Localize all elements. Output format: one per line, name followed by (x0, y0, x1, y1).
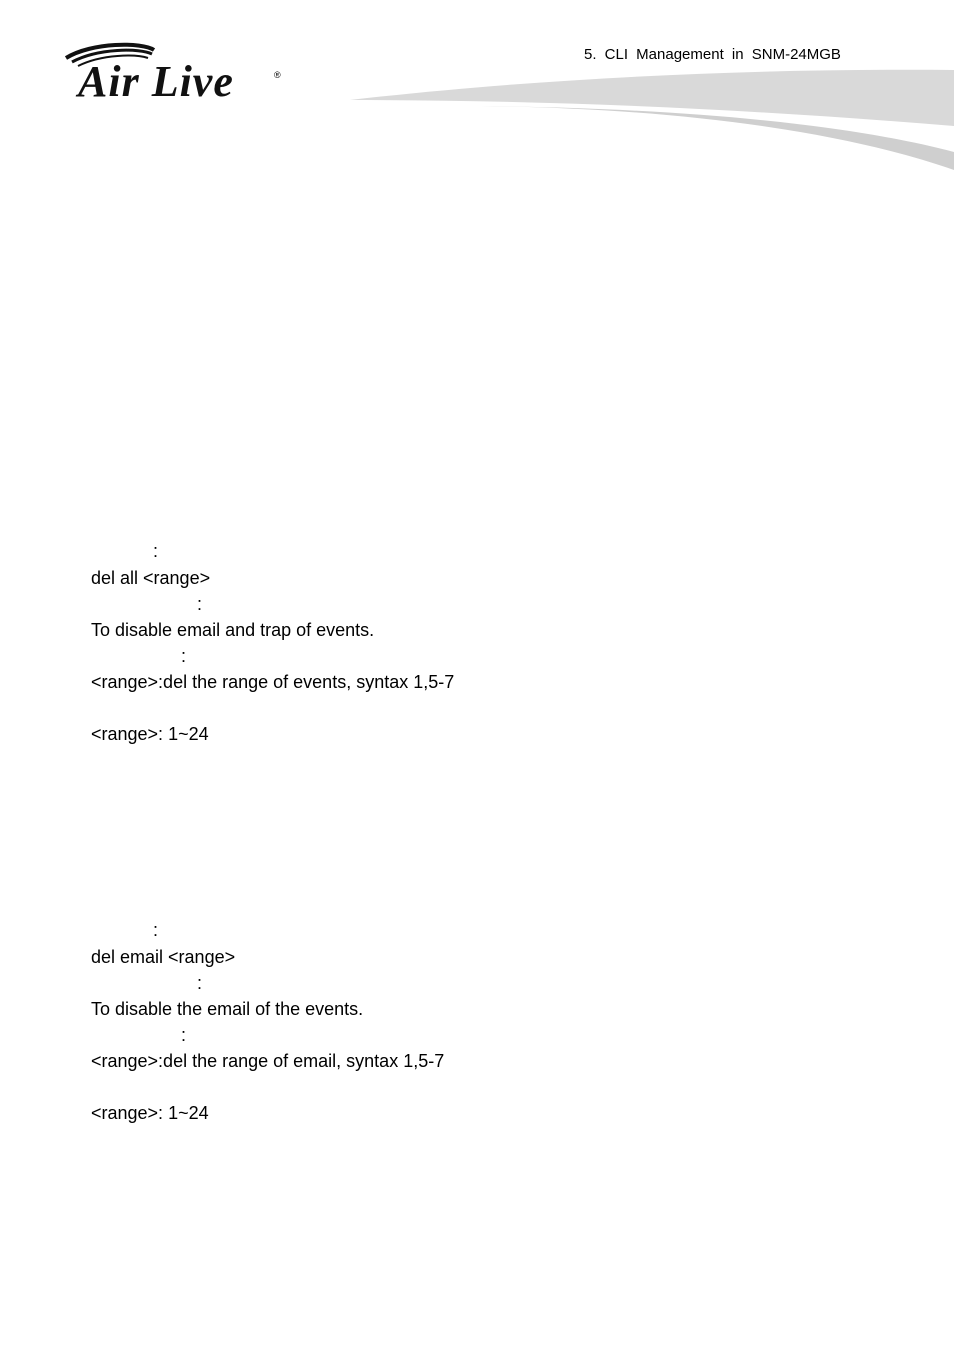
argument-label-colon: : (181, 1025, 187, 1045)
chapter-title: 5. CLI Management in SNM-24MGB (584, 46, 841, 63)
airlive-logo: Air Live (78, 57, 234, 106)
syntax-label-colon: : (153, 541, 159, 561)
possible-values: <range>: 1~24 (91, 724, 209, 744)
syntax-label-colon: : (153, 920, 159, 940)
command-description: To disable email and trap of events. (91, 620, 375, 640)
command-description: To disable the email of the events. (91, 999, 364, 1019)
argument-label-colon: : (181, 646, 187, 666)
command-argument: <range>:del the range of email, syntax 1,5-7 (91, 1051, 445, 1071)
header-swoosh-decoration (340, 60, 954, 180)
registered-mark: ® (274, 70, 281, 80)
command-syntax: del all <range> (91, 568, 211, 588)
command-syntax: del email <range> (91, 947, 236, 967)
description-label-colon: : (197, 594, 203, 614)
description-label-colon: : (197, 973, 203, 993)
possible-values: <range>: 1~24 (91, 1103, 209, 1123)
command-argument: <range>:del the range of events, syntax 1,5-7 (91, 672, 455, 692)
